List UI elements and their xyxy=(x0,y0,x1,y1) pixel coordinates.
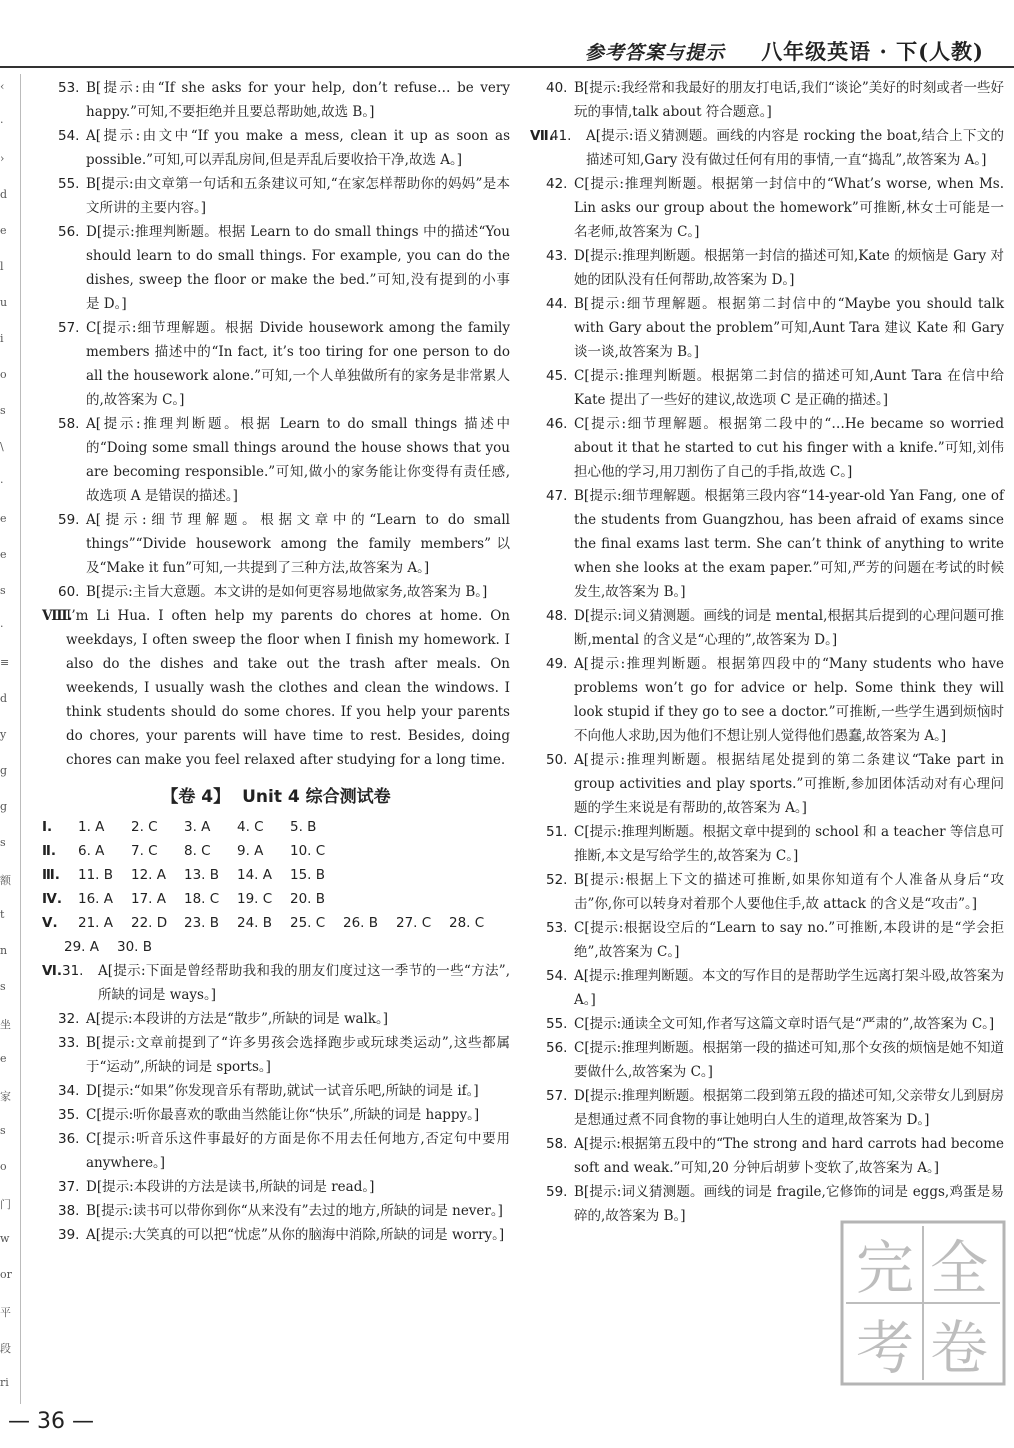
test-tag: 【卷 4】 xyxy=(161,787,231,807)
answer-text: A[提示:语义猜测题。画线的内容是 rocking the boat,结合上下文的描述可知,Gary 没有做过任何有用的事情,一直“捣乱”,故答案为 A。] xyxy=(586,128,1004,168)
margin-bleed-char: e xyxy=(0,548,7,561)
page-number: — 36 — xyxy=(8,1409,94,1434)
margin-bleed-char: 平 xyxy=(0,1306,11,1319)
answer-cell: 19. C xyxy=(237,891,273,907)
answer-text: C[提示:细节理解题。根据 Divide housework among the family members 描述中的“In fact, it’s too tiring for one person to do all the housework alone.”可知,一个人单独做所有的家务是非常累人的,故答案为 C。] xyxy=(86,320,510,408)
answer-text: B[提示:主旨大意题。本文讲的是如何更容易地做家务,故答案为 B。] xyxy=(86,584,488,600)
answer-row-section: Ⅰ. xyxy=(42,819,53,835)
answer-entry xyxy=(42,1007,510,1031)
answer-number: 53. xyxy=(58,80,80,96)
answer-entry xyxy=(42,1127,510,1175)
answer-entry xyxy=(530,76,1004,124)
answer-number: 53. xyxy=(546,920,568,936)
answer-number: 57. xyxy=(546,1088,568,1104)
answer-entry xyxy=(42,1175,510,1199)
answer-row xyxy=(42,839,510,863)
answer-cell: 10. C xyxy=(290,843,326,859)
answer-entry xyxy=(42,580,510,604)
margin-bleed-char: g xyxy=(0,800,8,813)
margin-bleed-char: w xyxy=(0,1232,10,1245)
answer-cell: 5. B xyxy=(290,819,317,835)
answer-number: 43. xyxy=(546,248,568,264)
answer-number: 57. xyxy=(58,320,80,336)
answer-row-section: Ⅲ. xyxy=(42,867,60,883)
answer-row-section: Ⅱ. xyxy=(42,843,57,859)
answer-text: A[提示:下面是曾经帮助我和我的朋友们度过这一季节的一些“方法”,所缺的词是 ways。] xyxy=(98,963,510,1003)
margin-bleed-char: n xyxy=(0,944,8,957)
margin-bleed-char: e xyxy=(0,1052,7,1065)
answer-text: A[提示:大笑真的可以把“忧虑”从你的脑海中消除,所缺的词是 worry。] xyxy=(86,1227,505,1243)
answer-number: 44. xyxy=(546,296,568,312)
answer-section: Ⅶ. xyxy=(530,128,554,144)
answer-cell: 15. B xyxy=(290,867,326,883)
writing-text: I’m Li Hua. I often help my parents do chores at home. On weekdays, I often sweep the floor when I finish my homework. I also do the dishes and take out the trash after meals. On weekends, I usually wash the clothes and clean the windows. I think students should do some chores. If you help your parents do chores, your parents will have time to rest. Besides, doing chores can make you feel relaxed after studying for a long time. xyxy=(66,608,510,768)
answers-label: 参考答案与提示 xyxy=(584,42,725,64)
answer-row xyxy=(42,863,510,887)
writing-section: Ⅷ. xyxy=(42,608,73,624)
test-title xyxy=(42,782,510,807)
answer-cell: 11. B xyxy=(78,867,114,883)
answer-number: 36. xyxy=(58,1131,80,1147)
answer-entry xyxy=(530,1012,1004,1036)
answer-text: D[提示:推理判断题。根据第一封信的描述可知,Kate 的烦恼是 Gary 对她的团队没有任何帮助,故答案为 D。] xyxy=(574,248,1004,288)
answer-entry xyxy=(530,820,1004,868)
answer-entry xyxy=(42,412,510,508)
answer-text: D[提示:“如果”你发现音乐有帮助,就试一试音乐吧,所缺的词是 if。] xyxy=(86,1083,479,1099)
margin-bleed-char: l xyxy=(0,260,4,273)
answer-cell: 27. C xyxy=(396,915,432,931)
answer-number: 49. xyxy=(546,656,568,672)
answer-entry xyxy=(530,412,1004,484)
answer-cell: 1. A xyxy=(78,819,105,835)
answer-number: 54. xyxy=(58,128,80,144)
margin-bleed-char: · xyxy=(0,620,4,633)
answer-number: 32. xyxy=(58,1011,80,1027)
margin-bleed-char: or xyxy=(0,1268,12,1281)
answer-row xyxy=(42,911,510,935)
answer-cell: 23. B xyxy=(184,915,220,931)
answer-cell: 14. A xyxy=(237,867,272,883)
writing-sample xyxy=(42,604,510,772)
answer-text: C[提示:细节理解题。根据第二段中的“…He became so worried about it that he started to cut his finger with a knife.”可知,刘伟担心他的学习,用刀割伤了自己的手指,故选 C。] xyxy=(574,416,1004,480)
answer-text: C[提示:根据设空后的“Learn to say no.”可推断,本段讲的是“学会拒绝”,故答案为 C。] xyxy=(574,920,1004,960)
answer-row-section: Ⅴ. xyxy=(42,915,58,931)
header-rule xyxy=(0,66,1014,68)
answer-number: 55. xyxy=(546,1016,568,1032)
answer-number: 51. xyxy=(546,824,568,840)
answer-number: 52. xyxy=(546,872,568,888)
answer-number: 41. xyxy=(550,128,572,144)
answer-entry xyxy=(530,244,1004,292)
answer-cell: 26. B xyxy=(343,915,379,931)
margin-bleed-char: s xyxy=(0,980,6,993)
answer-cell: 21. A xyxy=(78,915,113,931)
answer-text: A[提示:推理判断题。根据 Learn to do small things 描述中的“Doing some small things around the house shows that you are becoming responsible.”可知,做小的家务能让你变得有责任感,故选项 A 是错误的描述。] xyxy=(86,416,510,504)
margin-bleed-char: u xyxy=(0,296,8,309)
answer-cell: 4. C xyxy=(237,819,264,835)
answer-entry xyxy=(42,316,510,412)
answer-entry xyxy=(530,748,1004,820)
answer-cell: 13. B xyxy=(184,867,220,883)
answer-cell: 12. A xyxy=(131,867,166,883)
answer-number: 59. xyxy=(58,512,80,528)
answer-cell: 30. B xyxy=(117,939,153,955)
margin-bleed-char: d xyxy=(0,692,8,705)
margin-bleed-char: e xyxy=(0,224,7,237)
margin-bleed-char: i xyxy=(0,332,4,345)
answer-number: 38. xyxy=(58,1203,80,1219)
answer-text: D[提示:本段讲的方法是读书,所缺的词是 read。] xyxy=(86,1179,375,1195)
answer-entry xyxy=(42,76,510,124)
answer-number: 50. xyxy=(546,752,568,768)
answer-text: A[提示:推理判断题。根据第四段中的“Many students who have problems won’t go for advice or help. Some think they will look stupid if they go to see a doctor.”可推断,一些学生遇到烦恼时不向他人求助,因为他们不想让别人觉得他们愚蠢,故答案为 A。] xyxy=(574,656,1004,744)
margin-bleed-char: t xyxy=(0,908,5,921)
answer-text: D[提示:词义猜测题。画线的词是 mental,根据其后提到的心理问题可推断,mental 的含义是“心理的”,故答案为 D。] xyxy=(574,608,1004,648)
margin-bleed-char: · xyxy=(0,116,4,129)
answer-number: 40. xyxy=(546,80,568,96)
margin-bleed-char: g xyxy=(0,764,8,777)
answer-text: B[提示:我经常和我最好的朋友打电话,我们“谈论”美好的时刻或者一些好玩的事情,talk about 符合题意。] xyxy=(574,80,1004,120)
answer-entry xyxy=(530,124,1004,172)
answer-cell: 2. C xyxy=(131,819,158,835)
answer-cell: 28. C xyxy=(449,915,485,931)
answer-cell: 3. A xyxy=(184,819,211,835)
stamp-char-3: 考 xyxy=(856,1314,915,1382)
margin-bleed-char: 额 xyxy=(0,874,11,887)
answer-text: B[提示:词义猜测题。画线的词是 fragile,它修饰的词是 eggs,鸡蛋是易碎的,故答案为 B。] xyxy=(574,1184,1004,1224)
answer-entry xyxy=(42,959,510,1007)
answer-cell: 25. C xyxy=(290,915,326,931)
margin-bleed-char: › xyxy=(0,152,5,165)
answer-row xyxy=(42,887,510,911)
answer-entry xyxy=(530,1132,1004,1180)
book-title: 八年级英语 · 下(人教) xyxy=(761,39,984,64)
answer-entry xyxy=(530,1036,1004,1084)
margin-bleed-char: · xyxy=(0,476,4,489)
answer-text: C[提示:通读全文可知,作者写这篇文章时语气是“严肃的”,故答案为 C。] xyxy=(574,1016,995,1032)
answer-entry xyxy=(42,1199,510,1223)
answer-entry xyxy=(42,1031,510,1079)
page-number-value: 36 xyxy=(37,1409,65,1434)
answer-entry xyxy=(42,508,510,580)
answer-entry xyxy=(530,292,1004,364)
answer-entry xyxy=(42,1223,510,1247)
stamp-char-1: 完 xyxy=(856,1234,915,1302)
stamp-char-2: 全 xyxy=(930,1234,989,1302)
answer-entry xyxy=(42,220,510,316)
answer-cell: 16. A xyxy=(78,891,113,907)
margin-bleed-char: y xyxy=(0,728,7,741)
answer-entry xyxy=(530,484,1004,604)
margin-bleed-char: 门 xyxy=(0,1198,11,1211)
answer-cell: 24. B xyxy=(237,915,273,931)
answer-entry xyxy=(530,364,1004,412)
margin-bleed-char: 段 xyxy=(0,1342,11,1355)
answer-entry xyxy=(530,916,1004,964)
answer-number: 33. xyxy=(58,1035,80,1051)
answer-text: A[提示:推理判断题。本文的写作目的是帮助学生远离打架斗殴,故答案为 A。] xyxy=(574,968,1004,1008)
margin-bleed-char: ≡ xyxy=(0,656,10,669)
test-name: Unit 4 综合测试卷 xyxy=(242,787,391,807)
answer-cell: 22. D xyxy=(131,915,168,931)
answer-row xyxy=(42,935,510,959)
answer-number: 47. xyxy=(546,488,568,504)
answer-number: 34. xyxy=(58,1083,80,1099)
answer-cell: 17. A xyxy=(131,891,166,907)
answer-text: C[提示:推理判断题。根据第二封信的描述可知,Aunt Tara 在信中给 Kate 提出了一些好的建议,故选项 C 是正确的描述。] xyxy=(574,368,1004,408)
answer-number: 37. xyxy=(58,1179,80,1195)
publisher-stamp xyxy=(838,1218,1008,1388)
answer-text: D[提示:推理判断题。根据第二段到第五段的描述可知,父亲带女儿到厨房是想通过煮不同食物的事让她明白人生的道理,故答案为 D。] xyxy=(574,1088,1004,1128)
answer-number: 35. xyxy=(58,1107,80,1123)
answer-number: 54. xyxy=(546,968,568,984)
answer-text: A[提示:推理判断题。根据结尾处提到的第二条建议“Take part in group activities and play sports.”可推断,参加团体活动对有心理问题的学生来说是有帮助的,故答案为 A。] xyxy=(574,752,1004,816)
margin-bleed-char: s xyxy=(0,1124,6,1137)
margin-bleed-char: o xyxy=(0,368,7,381)
margin-bleed-char: e xyxy=(0,512,7,525)
answer-text: B[提示:由文章第一句话和五条建议可知,“在家怎样帮助你的妈妈”是本文所讲的主要内容。] xyxy=(86,176,510,216)
answer-number: 56. xyxy=(546,1040,568,1056)
answer-text: C[提示:推理判断题。根据第一段的描述可知,那个女孩的烦恼是她不知道要做什么,故答案为 C。] xyxy=(574,1040,1004,1080)
answer-number: 42. xyxy=(546,176,568,192)
answer-text: C[提示:听你最喜欢的歌曲当然能让你“快乐”,所缺的词是 happy。] xyxy=(86,1107,480,1123)
page-header xyxy=(0,0,1014,68)
left-column xyxy=(42,76,510,1247)
answer-text: C[提示:推理判断题。根据文章中提到的 school 和 a teacher 等信息可推断,本文是写给学生的,故答案为 C。] xyxy=(574,824,1004,864)
answer-entry xyxy=(530,868,1004,916)
answer-entry xyxy=(530,652,1004,748)
margin-bleed-char: ri xyxy=(0,1376,9,1389)
answer-text: A[提示:本段讲的方法是“散步”,所缺的词是 walk。] xyxy=(86,1011,389,1027)
right-column xyxy=(530,76,1004,1228)
answer-cell: 18. C xyxy=(184,891,220,907)
answer-text: C[提示:推理判断题。根据第一封信中的“What’s worse, when Ms. Lin asks our group about the homework”可推断,林女士可能是一名老师,故答案为 C。] xyxy=(574,176,1004,240)
margin-bleed-char: o xyxy=(0,1160,7,1173)
left-margin-bleed xyxy=(0,74,22,1404)
answer-cell: 6. A xyxy=(78,843,105,859)
answer-number: 58. xyxy=(546,1136,568,1152)
answer-text: A[提示:细节理解题。根据文章中的“Learn to do small things”“Divide housework among the family members”以及“Make it fun”可知,一共提到了三种方法,故答案为 A。] xyxy=(86,512,510,576)
answer-text: B[提示:由“If she asks for your help, don’t refuse… be very happy.”可知,不要拒绝并且要总帮助她,故选 B。] xyxy=(86,80,510,120)
answer-row xyxy=(42,815,510,839)
answer-row-section: Ⅳ. xyxy=(42,891,62,907)
answer-text: B[提示:读书可以带你到你“从来没有”去过的地方,所缺的词是 never。] xyxy=(86,1203,503,1219)
answer-number: 48. xyxy=(546,608,568,624)
answer-text: D[提示:推理判断题。根据 Learn to do small things 中的描述“You should learn to do small things. For example, you can do the dishes, sweep the floor or make the bed.”可知,没有提到的小事是 D。] xyxy=(86,224,510,312)
answer-text: A[提示:由文中“If you make a mess, clean it up as soon as possible.”可知,可以弄乱房间,但是弄乱后要收拾干净,故选 A。] xyxy=(86,128,510,168)
answer-number: 46. xyxy=(546,416,568,432)
answer-number: 60. xyxy=(58,584,80,600)
answer-entry xyxy=(42,172,510,220)
answer-number: 31. xyxy=(62,963,84,979)
margin-bleed-char: ‹ xyxy=(0,80,5,93)
answer-entry xyxy=(42,1103,510,1127)
answer-text: A[提示:根据第五段中的“The strong and hard carrots had become soft and weak.”可知,20 分钟后胡萝卜变软了,故答案为 A。] xyxy=(574,1136,1004,1176)
margin-bleed-char: \ xyxy=(0,440,4,453)
answer-section: Ⅵ. xyxy=(42,963,62,979)
margin-bleed-char: s xyxy=(0,404,6,417)
answer-cell: 29. A xyxy=(64,939,99,955)
answer-cell: 7. C xyxy=(131,843,158,859)
answer-cell: 8. C xyxy=(184,843,211,859)
margin-edge-line xyxy=(20,74,21,1404)
margin-bleed-char: d xyxy=(0,188,8,201)
answer-entry xyxy=(530,172,1004,244)
answer-cell: 20. B xyxy=(290,891,326,907)
answer-entry xyxy=(530,1084,1004,1132)
stamp-char-4: 卷 xyxy=(930,1314,989,1382)
answer-text: B[提示:文章前提到了“许多男孩会选择跑步或玩球类运动”,这些都属于“运动”,所缺的词是 sports。] xyxy=(86,1035,510,1075)
answer-entry xyxy=(530,964,1004,1012)
margin-bleed-char: 坐 xyxy=(0,1018,11,1031)
margin-bleed-char: s xyxy=(0,836,6,849)
answer-entry xyxy=(42,124,510,172)
answer-number: 59. xyxy=(546,1184,568,1200)
margin-bleed-char: 家 xyxy=(0,1090,11,1103)
answer-number: 39. xyxy=(58,1227,80,1243)
answer-number: 55. xyxy=(58,176,80,192)
answer-text: B[提示:细节理解题。根据第三段内容“14-year-old Yan Fang, one of the students from Guangzhou, has been afraid of exams since the final exams last term. She can’t think of anything to write when she looks at the exam paper.”可知,严芳的问题在考试的时候发生,故答案为 B。] xyxy=(574,488,1004,600)
answer-number: 58. xyxy=(58,416,80,432)
answer-entry xyxy=(42,1079,510,1103)
answer-number: 45. xyxy=(546,368,568,384)
answer-entry xyxy=(530,604,1004,652)
header-title-group xyxy=(585,36,984,66)
answer-number: 56. xyxy=(58,224,80,240)
answer-text: B[提示:根据上下文的描述可推断,如果你知道有个人准备从身后“攻击”你,你可以转身对着那个人要他住手,故 attack 的含义是“攻击”。] xyxy=(574,872,1004,912)
answer-cell: 9. A xyxy=(237,843,264,859)
answer-text: B[提示:细节理解题。根据第二封信中的“Maybe you should talk with Gary about the problem”可知,Aunt Tara 建议 Kate 和 Gary 谈一谈,故答案为 B。] xyxy=(574,296,1004,360)
answer-text: C[提示:听音乐这件事最好的方面是你不用去任何地方,否定句中要用 anywhere。] xyxy=(86,1131,510,1171)
margin-bleed-char: s xyxy=(0,584,6,597)
